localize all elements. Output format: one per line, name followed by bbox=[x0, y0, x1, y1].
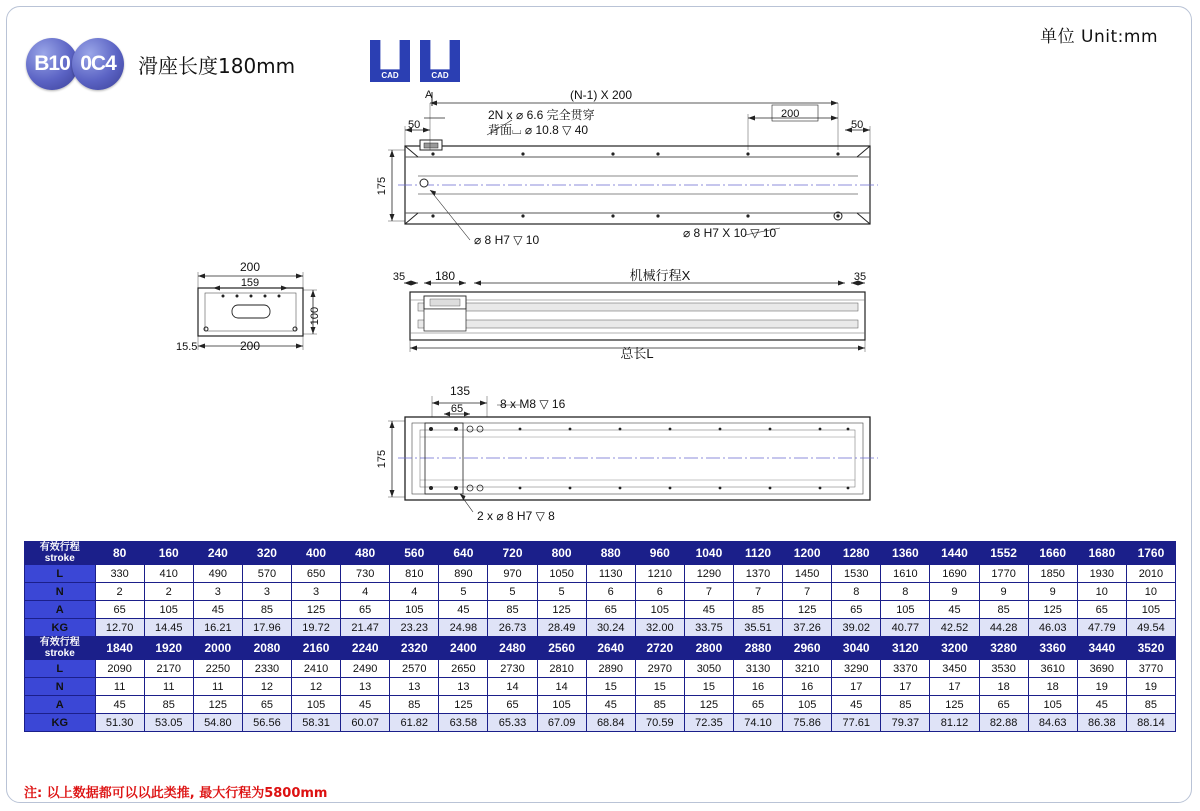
stroke-value-cell: 2000 bbox=[193, 637, 242, 660]
row-label-n: N bbox=[25, 583, 96, 601]
cell-kg: 12.70 bbox=[95, 619, 144, 637]
cell-l: 730 bbox=[341, 565, 390, 583]
cell-n: 12 bbox=[292, 678, 341, 696]
label-side-180: 180 bbox=[434, 269, 456, 283]
cell-l: 970 bbox=[488, 565, 537, 583]
label-stroke: 机械行程X bbox=[629, 268, 691, 283]
stroke-value-cell: 1552 bbox=[979, 542, 1028, 565]
cell-kg: 44.28 bbox=[979, 619, 1028, 637]
stroke-value-cell: 480 bbox=[341, 542, 390, 565]
cell-n: 5 bbox=[439, 583, 488, 601]
cell-n: 5 bbox=[488, 583, 537, 601]
cell-kg: 86.38 bbox=[1077, 714, 1126, 732]
stroke-value-cell: 160 bbox=[144, 542, 193, 565]
stroke-value-cell: 3040 bbox=[832, 637, 881, 660]
model-ball-2: 0C4 bbox=[72, 38, 124, 90]
stroke-value-cell: 1920 bbox=[144, 637, 193, 660]
stroke-value-cell: 800 bbox=[537, 542, 586, 565]
label-section-a: A bbox=[425, 89, 433, 101]
cell-a: 65 bbox=[832, 601, 881, 619]
cell-l: 2410 bbox=[292, 660, 341, 678]
cell-l: 2730 bbox=[488, 660, 537, 678]
cell-l: 1050 bbox=[537, 565, 586, 583]
cell-a: 85 bbox=[635, 696, 684, 714]
cell-n: 6 bbox=[586, 583, 635, 601]
label-hole-note-1: 2N x ⌀ 6.6 完全贯穿 bbox=[488, 108, 595, 122]
stroke-header-cell: 有效行程 stroke bbox=[25, 637, 96, 660]
cell-kg: 28.49 bbox=[537, 619, 586, 637]
cell-a: 85 bbox=[979, 601, 1028, 619]
cell-n: 13 bbox=[439, 678, 488, 696]
stroke-value-cell: 2880 bbox=[733, 637, 782, 660]
stroke-value-cell: 3200 bbox=[930, 637, 979, 660]
label-dim-175-bottom: 175 bbox=[376, 449, 388, 469]
cell-kg: 30.24 bbox=[586, 619, 635, 637]
cell-kg: 14.45 bbox=[144, 619, 193, 637]
cell-a: 125 bbox=[1028, 601, 1077, 619]
table-row bbox=[25, 601, 1176, 619]
cell-kg: 24.98 bbox=[439, 619, 488, 637]
label-hole-note-2: 背面⌴ ⌀ 10.8 ▽ 40 bbox=[488, 123, 589, 137]
cell-a: 105 bbox=[1126, 601, 1175, 619]
cell-kg: 75.86 bbox=[783, 714, 832, 732]
model-ball-1: B10 bbox=[26, 38, 78, 90]
label-bottom-65: 65 bbox=[450, 403, 464, 415]
label-pitch-note: (N-1) X 200 bbox=[570, 88, 633, 102]
cell-l: 1210 bbox=[635, 565, 684, 583]
stroke-value-cell: 960 bbox=[635, 542, 684, 565]
cell-kg: 26.73 bbox=[488, 619, 537, 637]
cell-n: 16 bbox=[733, 678, 782, 696]
cell-n: 3 bbox=[193, 583, 242, 601]
cell-kg: 72.35 bbox=[684, 714, 733, 732]
cell-n: 18 bbox=[979, 678, 1028, 696]
cell-n: 7 bbox=[733, 583, 782, 601]
stroke-value-cell: 1200 bbox=[783, 542, 832, 565]
cell-n: 12 bbox=[242, 678, 291, 696]
cell-a: 45 bbox=[684, 601, 733, 619]
cell-l: 2570 bbox=[390, 660, 439, 678]
stroke-value-cell: 2720 bbox=[635, 637, 684, 660]
stroke-value-cell: 3520 bbox=[1126, 637, 1175, 660]
cell-a: 45 bbox=[341, 696, 390, 714]
cell-a: 125 bbox=[684, 696, 733, 714]
cell-a: 65 bbox=[341, 601, 390, 619]
cell-l: 2890 bbox=[586, 660, 635, 678]
cell-kg: 84.63 bbox=[1028, 714, 1077, 732]
cell-l: 570 bbox=[242, 565, 291, 583]
cell-l: 2650 bbox=[439, 660, 488, 678]
cell-l: 1770 bbox=[979, 565, 1028, 583]
cell-l: 2170 bbox=[144, 660, 193, 678]
cell-a: 85 bbox=[733, 601, 782, 619]
cad-2d-line2: CAD bbox=[381, 71, 399, 80]
cell-n: 7 bbox=[783, 583, 832, 601]
cell-kg: 23.23 bbox=[390, 619, 439, 637]
cell-a: 65 bbox=[979, 696, 1028, 714]
cell-n: 8 bbox=[832, 583, 881, 601]
cell-l: 1370 bbox=[733, 565, 782, 583]
label-dim-50-right: 50 bbox=[851, 119, 864, 131]
unit-label: 单位 Unit:mm bbox=[1040, 27, 1158, 47]
stroke-value-cell: 2960 bbox=[783, 637, 832, 660]
cell-n: 4 bbox=[341, 583, 390, 601]
label-pin-note-left: ⌀ 8 H7 ▽ 10 bbox=[474, 233, 540, 247]
cell-kg: 77.61 bbox=[832, 714, 881, 732]
cell-n: 8 bbox=[881, 583, 930, 601]
cell-a: 45 bbox=[193, 601, 242, 619]
cell-a: 85 bbox=[488, 601, 537, 619]
stroke-value-cell: 400 bbox=[292, 542, 341, 565]
stroke-value-cell: 1680 bbox=[1077, 542, 1126, 565]
stroke-value-cell: 1360 bbox=[881, 542, 930, 565]
cell-kg: 33.75 bbox=[684, 619, 733, 637]
cell-l: 2090 bbox=[95, 660, 144, 678]
cell-n: 2 bbox=[144, 583, 193, 601]
cell-n: 11 bbox=[193, 678, 242, 696]
cell-l: 3290 bbox=[832, 660, 881, 678]
cell-kg: 61.82 bbox=[390, 714, 439, 732]
cell-a: 105 bbox=[881, 601, 930, 619]
cell-kg: 79.37 bbox=[881, 714, 930, 732]
cell-n: 3 bbox=[242, 583, 291, 601]
cell-n: 13 bbox=[390, 678, 439, 696]
stroke-value-cell: 1280 bbox=[832, 542, 881, 565]
cell-kg: 21.47 bbox=[341, 619, 390, 637]
cell-n: 14 bbox=[488, 678, 537, 696]
row-label-l: L bbox=[25, 660, 96, 678]
cell-a: 105 bbox=[292, 696, 341, 714]
cell-l: 2970 bbox=[635, 660, 684, 678]
cell-kg: 56.56 bbox=[242, 714, 291, 732]
label-dim-175-top: 175 bbox=[376, 176, 388, 196]
cell-n: 9 bbox=[979, 583, 1028, 601]
cell-a: 105 bbox=[144, 601, 193, 619]
label-end-200-top: 200 bbox=[239, 260, 261, 274]
cell-a: 125 bbox=[783, 601, 832, 619]
cell-n: 19 bbox=[1126, 678, 1175, 696]
cell-kg: 37.26 bbox=[783, 619, 832, 637]
cell-l: 410 bbox=[144, 565, 193, 583]
cell-l: 3130 bbox=[733, 660, 782, 678]
cell-l: 3770 bbox=[1126, 660, 1175, 678]
table-header-row bbox=[25, 637, 1176, 660]
row-label-l: L bbox=[25, 565, 96, 583]
cell-a: 125 bbox=[930, 696, 979, 714]
stroke-value-cell: 3120 bbox=[881, 637, 930, 660]
stroke-header-cell: 有效行程 stroke bbox=[25, 542, 96, 565]
stroke-value-cell: 2400 bbox=[439, 637, 488, 660]
label-side-35-left: 35 bbox=[392, 271, 406, 283]
cell-a: 105 bbox=[1028, 696, 1077, 714]
cell-n: 17 bbox=[881, 678, 930, 696]
cell-l: 3610 bbox=[1028, 660, 1077, 678]
cell-n: 16 bbox=[783, 678, 832, 696]
cell-a: 125 bbox=[439, 696, 488, 714]
stroke-value-cell: 2560 bbox=[537, 637, 586, 660]
cell-l: 2330 bbox=[242, 660, 291, 678]
stroke-value-cell: 240 bbox=[193, 542, 242, 565]
cell-n: 17 bbox=[930, 678, 979, 696]
label-dim-50-left: 50 bbox=[408, 119, 421, 131]
cell-l: 1610 bbox=[881, 565, 930, 583]
cell-kg: 88.14 bbox=[1126, 714, 1175, 732]
spec-table-body bbox=[25, 542, 1176, 732]
cell-l: 3210 bbox=[783, 660, 832, 678]
spec-table bbox=[24, 541, 1176, 732]
cell-kg: 16.21 bbox=[193, 619, 242, 637]
cell-a: 85 bbox=[390, 696, 439, 714]
cell-kg: 39.02 bbox=[832, 619, 881, 637]
stroke-value-cell: 720 bbox=[488, 542, 537, 565]
table-row bbox=[25, 714, 1176, 732]
cell-n: 19 bbox=[1077, 678, 1126, 696]
cell-kg: 46.03 bbox=[1028, 619, 1077, 637]
cell-kg: 47.79 bbox=[1077, 619, 1126, 637]
label-end-100: 100 bbox=[309, 306, 321, 326]
cell-a: 85 bbox=[242, 601, 291, 619]
stroke-value-cell: 2080 bbox=[242, 637, 291, 660]
stroke-value-cell: 1120 bbox=[733, 542, 782, 565]
cell-a: 65 bbox=[586, 601, 635, 619]
cell-n: 18 bbox=[1028, 678, 1077, 696]
cell-n: 10 bbox=[1126, 583, 1175, 601]
stroke-value-cell: 2480 bbox=[488, 637, 537, 660]
cell-n: 13 bbox=[341, 678, 390, 696]
cell-kg: 82.88 bbox=[979, 714, 1028, 732]
table-row bbox=[25, 696, 1176, 714]
cell-a: 45 bbox=[930, 601, 979, 619]
cell-l: 330 bbox=[95, 565, 144, 583]
label-bottom-135: 135 bbox=[449, 384, 471, 398]
table-row bbox=[25, 583, 1176, 601]
cell-a: 105 bbox=[537, 696, 586, 714]
cell-n: 9 bbox=[1028, 583, 1077, 601]
stroke-value-cell: 1040 bbox=[684, 542, 733, 565]
cell-n: 6 bbox=[635, 583, 684, 601]
table-row bbox=[25, 678, 1176, 696]
cell-n: 4 bbox=[390, 583, 439, 601]
cell-a: 65 bbox=[488, 696, 537, 714]
label-side-35-right: 35 bbox=[853, 271, 867, 283]
cell-kg: 60.07 bbox=[341, 714, 390, 732]
cell-a: 65 bbox=[242, 696, 291, 714]
cad-2d-line1: 2D bbox=[384, 62, 396, 71]
cell-kg: 58.31 bbox=[292, 714, 341, 732]
cell-l: 2010 bbox=[1126, 565, 1175, 583]
table-row bbox=[25, 619, 1176, 637]
cell-l: 490 bbox=[193, 565, 242, 583]
label-end-159: 159 bbox=[240, 277, 260, 289]
cell-kg: 68.84 bbox=[586, 714, 635, 732]
cell-n: 15 bbox=[586, 678, 635, 696]
cell-a: 65 bbox=[733, 696, 782, 714]
cell-kg: 49.54 bbox=[1126, 619, 1175, 637]
cell-n: 17 bbox=[832, 678, 881, 696]
stroke-value-cell: 80 bbox=[95, 542, 144, 565]
cell-a: 125 bbox=[193, 696, 242, 714]
cell-a: 45 bbox=[586, 696, 635, 714]
cell-n: 2 bbox=[95, 583, 144, 601]
stroke-value-cell: 2640 bbox=[586, 637, 635, 660]
stroke-value-cell: 1760 bbox=[1126, 542, 1175, 565]
row-label-kg: KG bbox=[25, 619, 96, 637]
cell-kg: 32.00 bbox=[635, 619, 684, 637]
cell-l: 650 bbox=[292, 565, 341, 583]
cad-3d-line1: 3D bbox=[434, 62, 446, 71]
cell-n: 7 bbox=[684, 583, 733, 601]
footer-note: 注: 以上数据都可以以此类推, 最大行程为5800mm bbox=[24, 786, 328, 801]
cell-l: 810 bbox=[390, 565, 439, 583]
cell-n: 11 bbox=[144, 678, 193, 696]
cell-n: 10 bbox=[1077, 583, 1126, 601]
cell-l: 1530 bbox=[832, 565, 881, 583]
table-row bbox=[25, 565, 1176, 583]
cell-l: 1130 bbox=[586, 565, 635, 583]
row-label-kg: KG bbox=[25, 714, 96, 732]
cell-a: 105 bbox=[390, 601, 439, 619]
cell-a: 85 bbox=[881, 696, 930, 714]
cell-kg: 35.51 bbox=[733, 619, 782, 637]
stroke-value-cell: 2800 bbox=[684, 637, 733, 660]
cell-kg: 63.58 bbox=[439, 714, 488, 732]
cell-a: 125 bbox=[292, 601, 341, 619]
cell-l: 2250 bbox=[193, 660, 242, 678]
stroke-value-cell: 2160 bbox=[292, 637, 341, 660]
row-label-a: A bbox=[25, 696, 96, 714]
cell-a: 45 bbox=[95, 696, 144, 714]
cell-a: 85 bbox=[144, 696, 193, 714]
stroke-value-cell: 1660 bbox=[1028, 542, 1077, 565]
cell-a: 125 bbox=[537, 601, 586, 619]
label-pin-note-right: ⌀ 8 H7 X 10 ▽ 10 bbox=[683, 226, 777, 240]
stroke-value-cell: 320 bbox=[242, 542, 291, 565]
cell-n: 5 bbox=[537, 583, 586, 601]
stroke-value-cell: 560 bbox=[390, 542, 439, 565]
cell-kg: 17.96 bbox=[242, 619, 291, 637]
cell-a: 45 bbox=[832, 696, 881, 714]
cell-l: 2810 bbox=[537, 660, 586, 678]
cell-kg: 19.72 bbox=[292, 619, 341, 637]
table-header-row bbox=[25, 542, 1176, 565]
cell-n: 15 bbox=[684, 678, 733, 696]
cell-n: 11 bbox=[95, 678, 144, 696]
cell-a: 65 bbox=[95, 601, 144, 619]
cell-l: 1290 bbox=[684, 565, 733, 583]
cell-kg: 65.33 bbox=[488, 714, 537, 732]
stroke-value-cell: 1440 bbox=[930, 542, 979, 565]
cell-a: 45 bbox=[439, 601, 488, 619]
row-label-a: A bbox=[25, 601, 96, 619]
cell-a: 45 bbox=[1077, 696, 1126, 714]
cell-a: 105 bbox=[635, 601, 684, 619]
cell-n: 15 bbox=[635, 678, 684, 696]
cell-n: 14 bbox=[537, 678, 586, 696]
cell-l: 3690 bbox=[1077, 660, 1126, 678]
label-total-length: 总长L bbox=[620, 346, 654, 361]
cell-a: 85 bbox=[1126, 696, 1175, 714]
stroke-value-cell: 1840 bbox=[95, 637, 144, 660]
stroke-value-cell: 3280 bbox=[979, 637, 1028, 660]
cell-l: 3370 bbox=[881, 660, 930, 678]
cell-l: 890 bbox=[439, 565, 488, 583]
cell-a: 105 bbox=[783, 696, 832, 714]
cad-3d-line2: CAD bbox=[431, 71, 449, 80]
table-row bbox=[25, 660, 1176, 678]
label-thread-note: 8 x M8 ▽ 16 bbox=[500, 397, 566, 411]
cell-l: 1930 bbox=[1077, 565, 1126, 583]
cell-l: 1690 bbox=[930, 565, 979, 583]
label-dim-200: 200 bbox=[781, 108, 800, 120]
cell-kg: 53.05 bbox=[144, 714, 193, 732]
row-label-n: N bbox=[25, 678, 96, 696]
stroke-value-cell: 2240 bbox=[341, 637, 390, 660]
cell-l: 1450 bbox=[783, 565, 832, 583]
cell-kg: 40.77 bbox=[881, 619, 930, 637]
cell-a: 65 bbox=[1077, 601, 1126, 619]
label-end-15-5: 15.5 bbox=[176, 341, 198, 353]
cell-kg: 70.59 bbox=[635, 714, 684, 732]
stroke-value-cell: 3360 bbox=[1028, 637, 1077, 660]
cell-kg: 54.80 bbox=[193, 714, 242, 732]
cell-kg: 81.12 bbox=[930, 714, 979, 732]
cell-n: 3 bbox=[292, 583, 341, 601]
cell-kg: 67.09 bbox=[537, 714, 586, 732]
stroke-value-cell: 2320 bbox=[390, 637, 439, 660]
label-bottom-pin-note: 2 x ⌀ 8 H7 ▽ 8 bbox=[477, 509, 555, 523]
label-end-200-bottom: 200 bbox=[239, 339, 261, 353]
stroke-value-cell: 640 bbox=[439, 542, 488, 565]
cell-l: 1850 bbox=[1028, 565, 1077, 583]
stroke-value-cell: 880 bbox=[586, 542, 635, 565]
cell-l: 3450 bbox=[930, 660, 979, 678]
cell-l: 3530 bbox=[979, 660, 1028, 678]
cell-kg: 42.52 bbox=[930, 619, 979, 637]
model-subtitle: 滑座长度180mm bbox=[138, 53, 296, 78]
stroke-value-cell: 3440 bbox=[1077, 637, 1126, 660]
cell-kg: 51.30 bbox=[95, 714, 144, 732]
cell-kg: 74.10 bbox=[733, 714, 782, 732]
cell-n: 9 bbox=[930, 583, 979, 601]
cell-l: 2490 bbox=[341, 660, 390, 678]
cell-l: 3050 bbox=[684, 660, 733, 678]
